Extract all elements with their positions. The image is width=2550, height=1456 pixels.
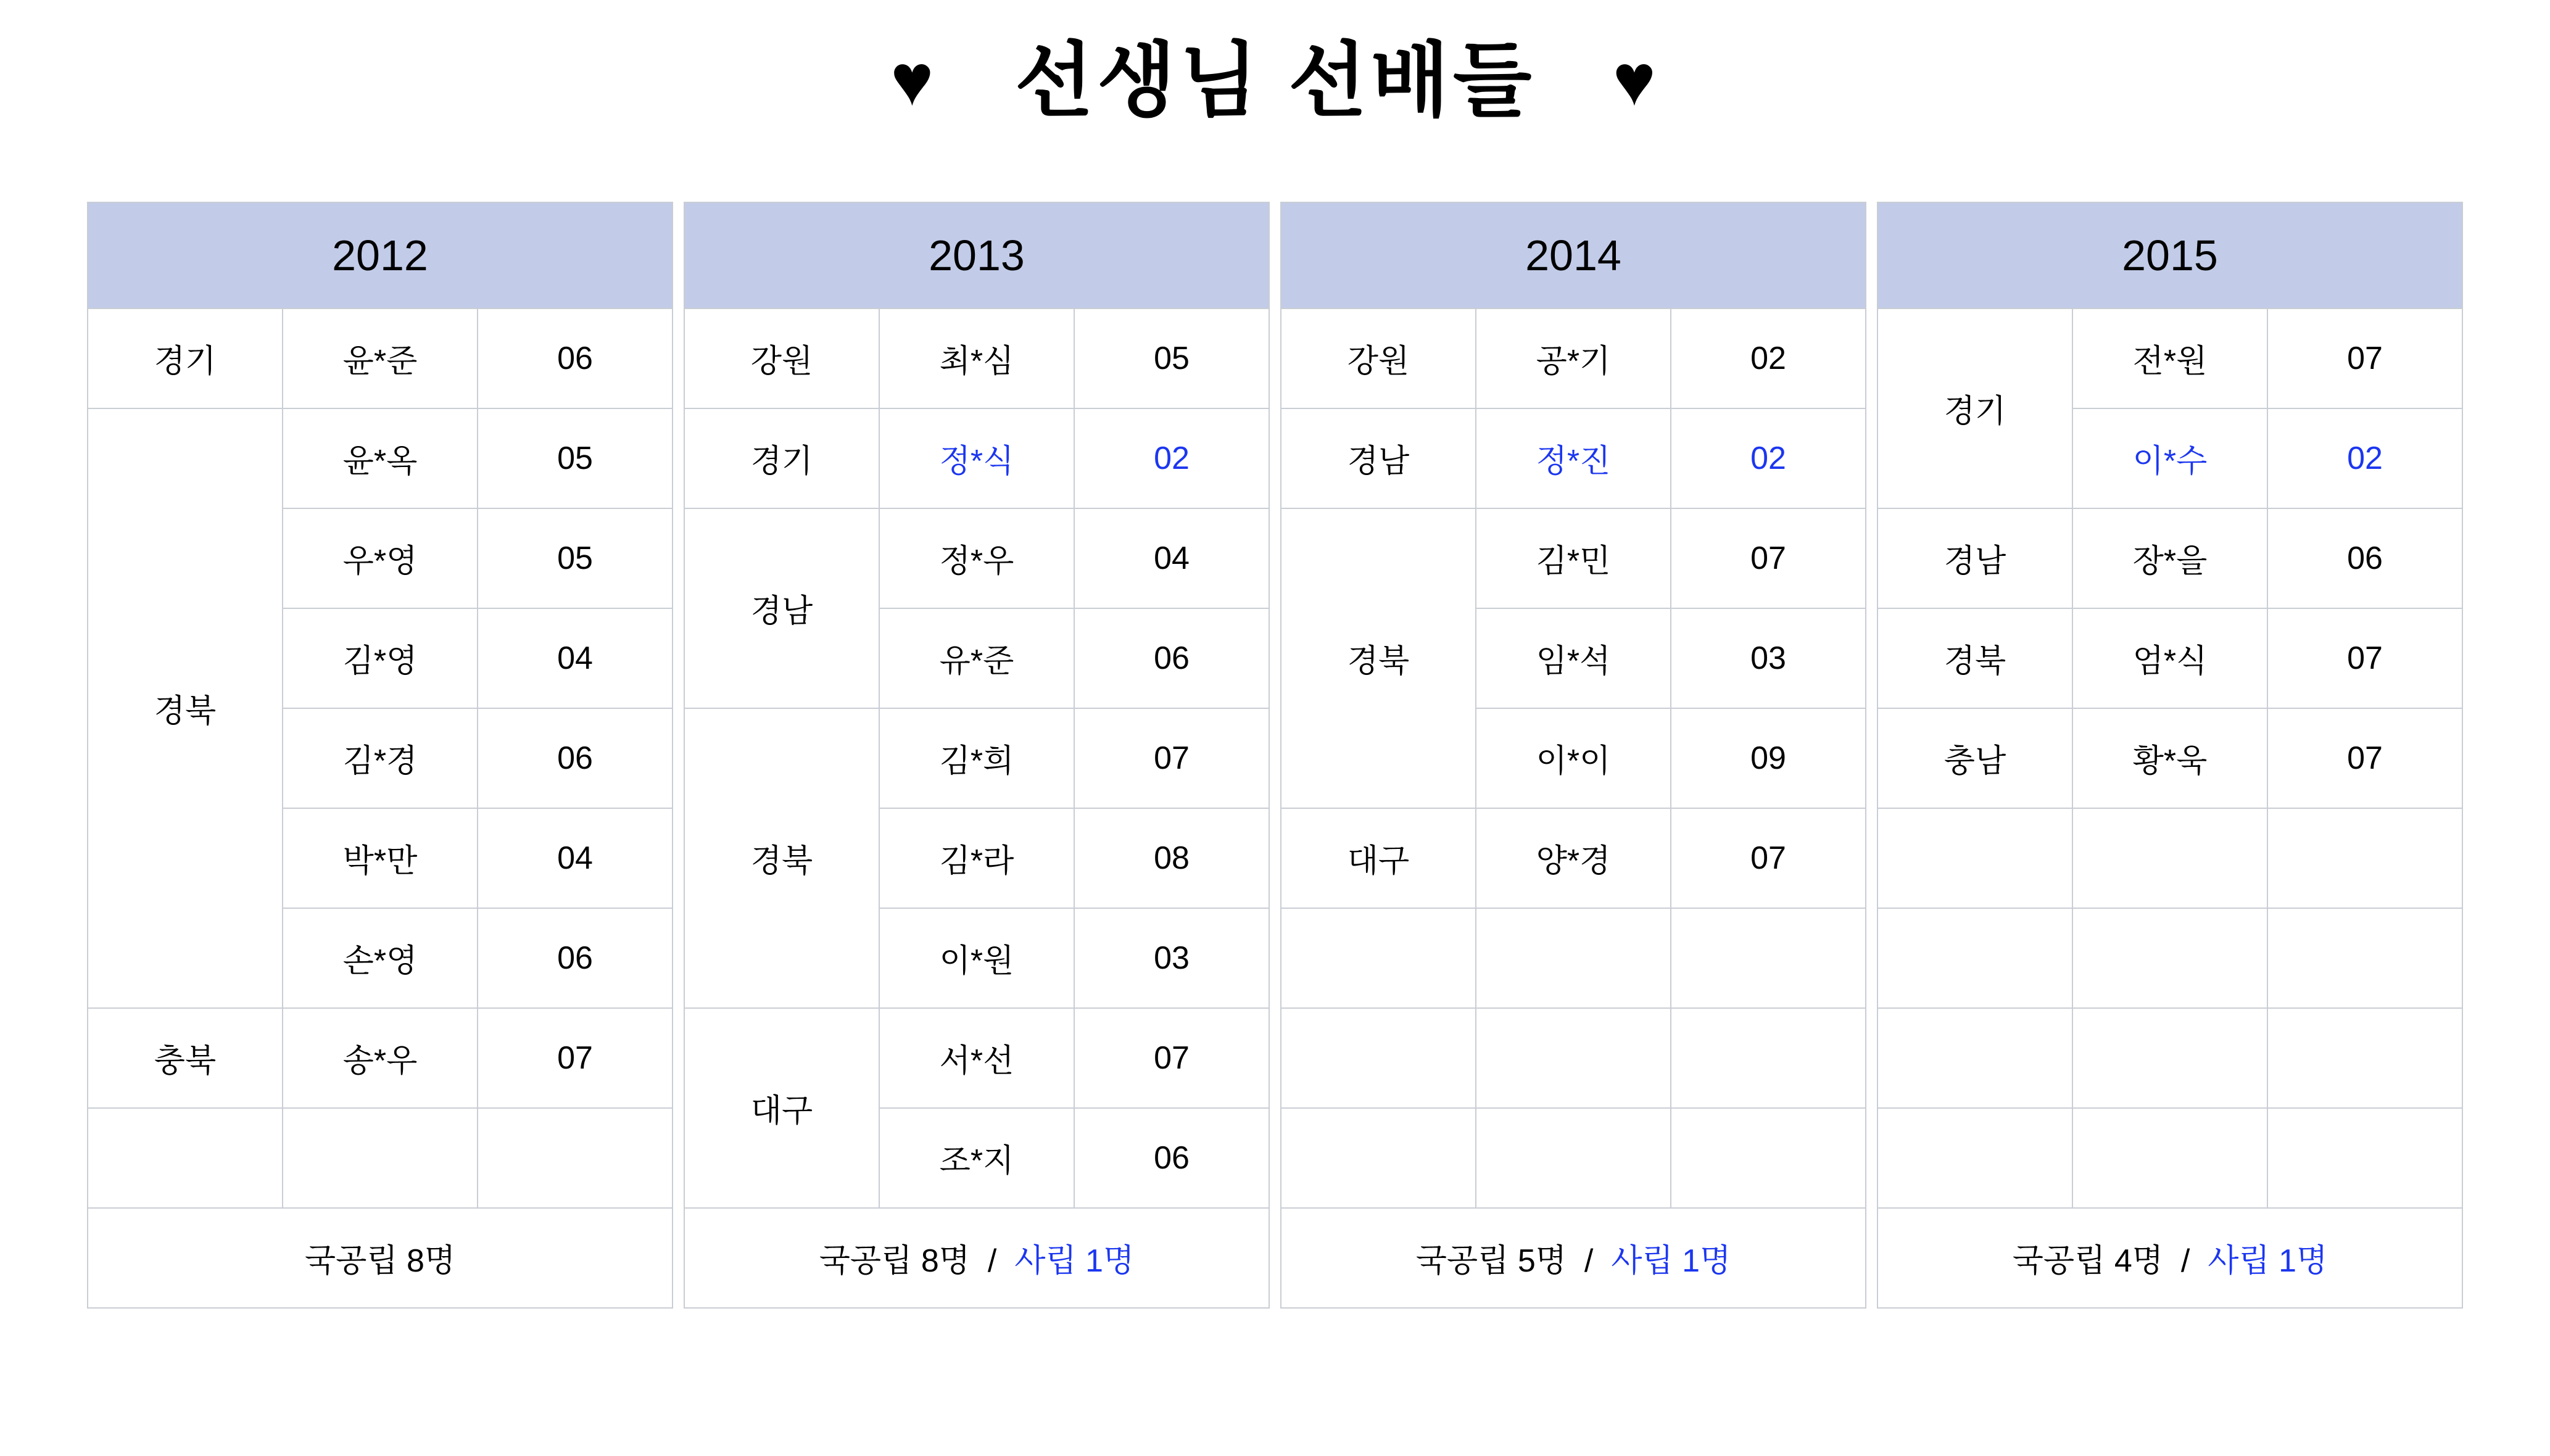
name-cell: 양*경 bbox=[1476, 808, 1671, 908]
table-row bbox=[1281, 1108, 1866, 1208]
table-row bbox=[88, 308, 673, 408]
table-row bbox=[684, 708, 1269, 808]
table-row bbox=[1877, 808, 2462, 908]
number-cell: 07 bbox=[1074, 708, 1269, 808]
table-row bbox=[1281, 1008, 1866, 1108]
year-header: 2014 bbox=[1281, 202, 1866, 308]
heart-icon-left: ♥ bbox=[890, 39, 938, 121]
table-row bbox=[1281, 908, 1866, 1008]
name-cell bbox=[283, 1108, 478, 1208]
private-count: 사립 1명 bbox=[2208, 1243, 2328, 1280]
year-table-2014 bbox=[1280, 202, 1866, 1309]
name-cell: 정*진 bbox=[1476, 408, 1671, 508]
name-cell: 조*지 bbox=[879, 1108, 1074, 1208]
number-cell: 02 bbox=[1671, 308, 1866, 408]
number-cell: 07 bbox=[1671, 808, 1866, 908]
table-footer-row bbox=[684, 1208, 1269, 1308]
name-cell bbox=[2072, 1108, 2267, 1208]
region-cell: 강원 bbox=[1281, 308, 1476, 408]
table-row bbox=[1281, 508, 1866, 608]
number-cell: 07 bbox=[2267, 308, 2462, 408]
number-cell: 08 bbox=[1074, 808, 1269, 908]
number-cell bbox=[2267, 1108, 2462, 1208]
region-cell: 충남 bbox=[1877, 708, 2072, 808]
region-cell bbox=[1281, 1008, 1476, 1108]
name-cell: 이*이 bbox=[1476, 708, 1671, 808]
table-footer-row bbox=[1281, 1208, 1866, 1308]
name-cell: 공*기 bbox=[1476, 308, 1671, 408]
region-cell bbox=[1877, 808, 2072, 908]
region-cell: 대구 bbox=[684, 1008, 879, 1208]
name-cell: 송*우 bbox=[283, 1008, 478, 1108]
table-row bbox=[684, 408, 1269, 508]
region-cell bbox=[1281, 908, 1476, 1008]
name-cell: 이*수 bbox=[2072, 408, 2267, 508]
name-cell: 김*경 bbox=[283, 708, 478, 808]
name-cell: 정*우 bbox=[879, 508, 1074, 608]
year-header: 2013 bbox=[684, 202, 1269, 308]
number-cell: 07 bbox=[1671, 508, 1866, 608]
name-cell: 서*선 bbox=[879, 1008, 1074, 1108]
region-cell bbox=[1877, 908, 2072, 1008]
name-cell: 손*영 bbox=[283, 908, 478, 1008]
region-cell: 충북 bbox=[88, 1008, 283, 1108]
number-cell: 09 bbox=[1671, 708, 1866, 808]
number-cell bbox=[2267, 808, 2462, 908]
number-cell: 05 bbox=[478, 408, 673, 508]
number-cell: 06 bbox=[478, 708, 673, 808]
table-row bbox=[1877, 708, 2462, 808]
region-cell: 강원 bbox=[684, 308, 879, 408]
table-row bbox=[88, 1108, 673, 1208]
region-cell bbox=[1281, 1108, 1476, 1208]
table-footer-row bbox=[88, 1208, 673, 1308]
name-cell: 김*라 bbox=[879, 808, 1074, 908]
table-row bbox=[684, 508, 1269, 608]
table-row bbox=[1281, 408, 1866, 508]
table-row bbox=[684, 1008, 1269, 1108]
year-table-2013 bbox=[684, 202, 1270, 1309]
number-cell bbox=[2267, 908, 2462, 1008]
name-cell: 임*석 bbox=[1476, 608, 1671, 708]
number-cell: 06 bbox=[478, 908, 673, 1008]
summary-separator: / bbox=[969, 1243, 1015, 1280]
region-cell: 경기 bbox=[88, 308, 283, 408]
public-count: 국공립 8명 bbox=[304, 1243, 456, 1280]
number-cell: 06 bbox=[1074, 608, 1269, 708]
name-cell: 전*원 bbox=[2072, 308, 2267, 408]
table-row bbox=[684, 308, 1269, 408]
number-cell: 04 bbox=[478, 608, 673, 708]
region-cell: 경북 bbox=[88, 408, 283, 1008]
name-cell: 최*심 bbox=[879, 308, 1074, 408]
table-row bbox=[1877, 908, 2462, 1008]
number-cell bbox=[2267, 1008, 2462, 1108]
summary-cell bbox=[1877, 1208, 2462, 1308]
name-cell: 박*만 bbox=[283, 808, 478, 908]
name-cell: 김*민 bbox=[1476, 508, 1671, 608]
public-count: 국공립 5명 bbox=[1415, 1243, 1567, 1280]
number-cell bbox=[1671, 1108, 1866, 1208]
number-cell: 06 bbox=[478, 308, 673, 408]
table-row bbox=[1877, 608, 2462, 708]
name-cell: 윤*옥 bbox=[283, 408, 478, 508]
region-cell bbox=[88, 1108, 283, 1208]
name-cell: 장*을 bbox=[2072, 508, 2267, 608]
year-header: 2012 bbox=[88, 202, 673, 308]
number-cell: 03 bbox=[1074, 908, 1269, 1008]
table-row bbox=[1877, 308, 2462, 408]
name-cell bbox=[2072, 1008, 2267, 1108]
region-cell: 경북 bbox=[1877, 608, 2072, 708]
year-table-2015 bbox=[1877, 202, 2463, 1309]
name-cell bbox=[1476, 908, 1671, 1008]
name-cell bbox=[1476, 1108, 1671, 1208]
number-cell bbox=[478, 1108, 673, 1208]
number-cell: 02 bbox=[1074, 408, 1269, 508]
name-cell bbox=[2072, 908, 2267, 1008]
region-cell: 경남 bbox=[684, 508, 879, 708]
page-title bbox=[0, 0, 2550, 128]
table-row bbox=[88, 1008, 673, 1108]
year-tables-container bbox=[0, 202, 2550, 1309]
table-header-row bbox=[684, 202, 1269, 308]
table-header-row bbox=[88, 202, 673, 308]
table-header-row bbox=[1877, 202, 2462, 308]
table-row bbox=[1877, 1008, 2462, 1108]
summary-separator: / bbox=[1566, 1243, 1612, 1280]
number-cell bbox=[1671, 908, 1866, 1008]
region-cell: 경기 bbox=[1877, 308, 2072, 508]
summary-cell bbox=[1281, 1208, 1866, 1308]
table-row bbox=[1281, 308, 1866, 408]
table-row bbox=[1877, 1108, 2462, 1208]
region-cell bbox=[1877, 1108, 2072, 1208]
number-cell: 07 bbox=[2267, 708, 2462, 808]
summary-cell bbox=[88, 1208, 673, 1308]
region-cell: 경북 bbox=[1281, 508, 1476, 808]
year-header: 2015 bbox=[1877, 202, 2462, 308]
number-cell: 06 bbox=[2267, 508, 2462, 608]
region-cell: 경북 bbox=[684, 708, 879, 1008]
number-cell: 04 bbox=[1074, 508, 1269, 608]
table-footer-row bbox=[1877, 1208, 2462, 1308]
name-cell: 유*준 bbox=[879, 608, 1074, 708]
year-table-2012 bbox=[87, 202, 673, 1309]
number-cell: 04 bbox=[478, 808, 673, 908]
region-cell bbox=[1877, 1008, 2072, 1108]
number-cell: 05 bbox=[1074, 308, 1269, 408]
public-count: 국공립 8명 bbox=[819, 1243, 970, 1280]
number-cell: 07 bbox=[2267, 608, 2462, 708]
private-count: 사립 1명 bbox=[1611, 1243, 1731, 1280]
heart-icon-right: ♥ bbox=[1612, 39, 1660, 121]
number-cell bbox=[1671, 1008, 1866, 1108]
page-title-text: 선생님 선배들 bbox=[1014, 35, 1536, 126]
name-cell: 윤*준 bbox=[283, 308, 478, 408]
summary-separator: / bbox=[2163, 1243, 2208, 1280]
region-cell: 경남 bbox=[1281, 408, 1476, 508]
public-count: 국공립 4명 bbox=[2012, 1243, 2163, 1280]
number-cell: 05 bbox=[478, 508, 673, 608]
number-cell: 07 bbox=[1074, 1008, 1269, 1108]
number-cell: 02 bbox=[1671, 408, 1866, 508]
table-row bbox=[1281, 808, 1866, 908]
name-cell: 김*영 bbox=[283, 608, 478, 708]
private-count: 사립 1명 bbox=[1014, 1243, 1135, 1280]
region-cell: 경기 bbox=[684, 408, 879, 508]
table-header-row bbox=[1281, 202, 1866, 308]
table-row bbox=[88, 408, 673, 508]
number-cell: 06 bbox=[1074, 1108, 1269, 1208]
name-cell: 엄*식 bbox=[2072, 608, 2267, 708]
number-cell: 03 bbox=[1671, 608, 1866, 708]
number-cell: 02 bbox=[2267, 408, 2462, 508]
table-row bbox=[1877, 508, 2462, 608]
region-cell: 대구 bbox=[1281, 808, 1476, 908]
name-cell: 이*원 bbox=[879, 908, 1074, 1008]
name-cell: 김*희 bbox=[879, 708, 1074, 808]
name-cell bbox=[1476, 1008, 1671, 1108]
name-cell: 우*영 bbox=[283, 508, 478, 608]
summary-cell bbox=[684, 1208, 1269, 1308]
name-cell: 정*식 bbox=[879, 408, 1074, 508]
name-cell bbox=[2072, 808, 2267, 908]
number-cell: 07 bbox=[478, 1008, 673, 1108]
name-cell: 황*욱 bbox=[2072, 708, 2267, 808]
region-cell: 경남 bbox=[1877, 508, 2072, 608]
